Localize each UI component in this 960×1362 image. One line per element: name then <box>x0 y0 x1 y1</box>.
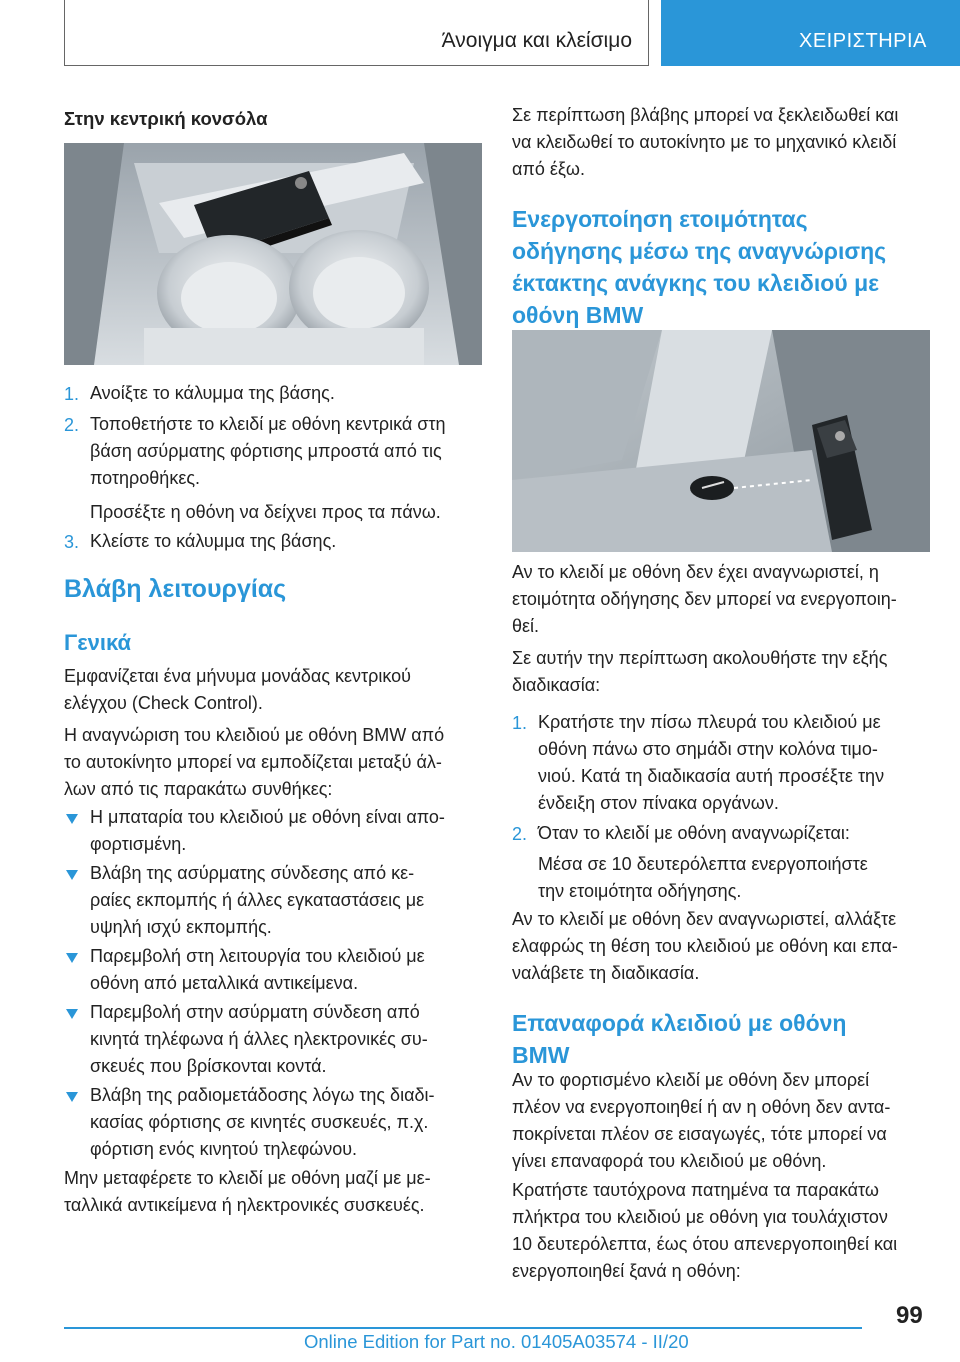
text-line: Αν το κλειδί με οθόνη δεν αναγνωριστεί, αλλάξτε <box>512 909 897 929</box>
caption-center-console: Στην κεντρική κονσόλα <box>64 108 268 129</box>
text-line: γίνει επαναφορά του κλειδιού με οθόνη. <box>512 1151 827 1171</box>
heading-general: Γενικά <box>64 630 132 655</box>
general-paragraph-1 <box>64 663 411 717</box>
step-text <box>90 411 446 492</box>
text-line: κασίας φόρτισης σε κινητές συσκευές, π.χ. <box>90 1112 429 1132</box>
text-line: Κρατήστε την πίσω πλευρά του κλειδιού με <box>538 712 881 732</box>
text-line: Αν το κλειδί με οθόνη δεν έχει αναγνωριστεί, η <box>512 562 879 582</box>
header-chapter-label: ΧΕΙΡΙΣΤΗΡΙΑ <box>799 30 927 52</box>
text-line: ποκρίνεται πλέον σε εισαγωγές, τότε μπορεί να <box>512 1124 887 1144</box>
general-paragraph-2 <box>64 722 444 803</box>
step-number: 3. <box>64 532 80 552</box>
text-line: ένδειξη στον πίνακα οργάνων. <box>538 793 779 813</box>
text-line: Σε περίπτωση βλάβης μπορεί να ξεκλειδωθεί και <box>512 105 899 125</box>
procedure-intro-paragraph <box>512 645 887 699</box>
bullet-item <box>90 804 445 858</box>
bullet-triangle-icon <box>66 1009 78 1019</box>
text-line: Αν το φορτισμένο κλειδί με οθόνη δεν μπορεί <box>512 1070 870 1090</box>
heading-line: BMW <box>512 1042 570 1068</box>
not-recognized-paragraph <box>512 559 897 640</box>
text-line: Βλάβη της ραδιομετάδοσης λόγω της διαδι- <box>90 1085 435 1105</box>
text-line: Όταν το κλειδί με οθόνη αναγνωρίζεται: <box>538 823 850 843</box>
text-line: Η μπαταρία του κλειδιού με οθόνη είναι απο- <box>90 807 445 827</box>
text-line: 10 δευτερόλεπτα, έως ότου απενεργοποιηθεί και <box>512 1234 898 1254</box>
text-line: Σε αυτήν την περίπτωση ακολουθήστε την εξής <box>512 648 888 668</box>
text-line: οθόνη από μεταλλικά αντικείμενα. <box>90 973 359 993</box>
bullet-item <box>90 860 424 941</box>
text-line: Προσέξτε η οθόνη να δείχνει προς τα πάνω. <box>90 502 441 522</box>
text-line: ελαφρώς τη θέση του κλειδιού με οθόνη και επα- <box>512 936 898 956</box>
fallback-paragraph <box>512 102 898 183</box>
step-text <box>90 528 336 555</box>
text-line: Η αναγνώριση του κλειδιού με οθόνη BMW από <box>64 725 445 745</box>
page-number: 99 <box>896 1302 923 1329</box>
text-line: πλέον να ενεργοποιηθεί ή αν η οθόνη δεν αντα- <box>512 1097 891 1117</box>
steering-column-illustration <box>512 330 930 552</box>
text-line: ταλλικά αντικείμενα ή ηλεκτρονικές συσκευές. <box>64 1195 425 1215</box>
text-line: υψηλή ισχύ εκπομπής. <box>90 917 272 937</box>
header-chapter-tab[interactable] <box>661 0 960 66</box>
heading-malfunction: Βλάβη λειτουργίας <box>64 575 287 603</box>
heading-line: οθόνη BMW <box>512 302 644 328</box>
bullet-item <box>90 999 428 1080</box>
text-line: οθόνη πάνω στο σημάδι στην κολόνα τιμο- <box>538 739 878 759</box>
text-line: την ετοιμότητα οδήγησης. <box>538 881 742 901</box>
step-text <box>538 820 850 847</box>
text-line: Μην μεταφέρετε το κλειδί με οθόνη μαζί με με- <box>64 1168 431 1188</box>
text-line: Κλείστε το κάλυμμα της βάσης. <box>90 531 337 551</box>
step-number: 1. <box>512 713 528 733</box>
text-line: ελέγχου (Check Control). <box>64 693 263 713</box>
header-section-box <box>64 0 649 66</box>
step-note <box>538 851 868 905</box>
heading-reset-key <box>512 1007 846 1071</box>
text-line: Κρατήστε ταυτόχρονα πατημένα τα παρακάτω <box>512 1180 879 1200</box>
heading-line: έκτακτης ανάγκης του κλειδιού με <box>512 270 880 296</box>
text-line: Παρεμβολή στη λειτουργία του κλειδιού με <box>90 946 425 966</box>
bullet-item <box>90 943 425 997</box>
reset-paragraph-2 <box>512 1177 897 1285</box>
bullet-triangle-icon <box>66 870 78 880</box>
text-line: διαδικασία: <box>512 675 601 695</box>
bullet-triangle-icon <box>66 814 78 824</box>
retry-paragraph <box>512 906 898 987</box>
text-line: πλήκτρα του κλειδιού με οθόνη για τουλάχιστον <box>512 1207 888 1227</box>
text-line: φόρτιση ενός κινητού τηλεφώνου. <box>90 1139 358 1159</box>
bullet-triangle-icon <box>66 953 78 963</box>
text-line: ενεργοποιηθεί ξανά η οθόνη: <box>512 1261 741 1281</box>
text-line: από έξω. <box>512 159 585 179</box>
text-line: ποτηροθήκες. <box>90 468 201 488</box>
footer-divider <box>64 1327 862 1329</box>
text-line: Τοποθετήστε το κλειδί με οθόνη κεντρικά στη <box>90 414 446 434</box>
step-number: 2. <box>64 415 80 435</box>
center-console-photo <box>64 143 482 365</box>
warning-paragraph <box>64 1165 431 1219</box>
reset-paragraph-1 <box>512 1067 890 1175</box>
header-section-title: Άνοιγμα και κλείσιμο <box>441 29 632 52</box>
text-line: το αυτοκίνητο μπορεί να εμποδίζεται μεταξύ άλ- <box>64 752 442 772</box>
heading-emergency-activation <box>512 203 886 331</box>
text-line: Ανοίξτε το κάλυμμα της βάσης. <box>90 383 335 403</box>
text-line: βάση ασύρματης φόρτισης μπροστά από τις <box>90 441 442 461</box>
text-line: Παρεμβολή στην ασύρματη σύνδεση από <box>90 1002 420 1022</box>
heading-line: Επαναφορά κλειδιού με οθόνη <box>512 1010 847 1036</box>
text-line: Βλάβη της ασύρματης σύνδεσης από κε- <box>90 863 415 883</box>
text-line: ετοιμότητα οδήγησης δεν μπορεί να ενεργοποιη- <box>512 589 897 609</box>
text-line: φορτισμένη. <box>90 834 187 854</box>
text-line: σκευές που βρίσκονται κοντά. <box>90 1056 327 1076</box>
steering-column-photo <box>512 330 930 552</box>
text-line: Μέσα σε 10 δευτερόλεπτα ενεργοποιήστε <box>538 854 868 874</box>
text-line: λων από τις παρακάτω συνθήκες: <box>64 779 333 799</box>
step-number: 2. <box>512 824 528 844</box>
step-number: 1. <box>64 384 80 404</box>
text-line: ραίες εκπομπής ή άλλες εγκαταστάσεις με <box>90 890 425 910</box>
step-note <box>90 499 441 526</box>
text-line: κινητά τηλέφωνα ή άλλες ηλεκτρονικές συ- <box>90 1029 428 1049</box>
text-line: να κλειδωθεί το αυτοκίνητο με το μηχανικό κλειδί <box>512 132 897 152</box>
step-text <box>538 709 884 817</box>
text-line: Εμφανίζεται ένα μήνυμα μονάδας κεντρικού <box>64 666 412 686</box>
footer-edition: Online Edition for Part no. 01405A03574 - II/20 <box>304 1331 689 1352</box>
text-line: ναλάβετε τη διαδικασία. <box>512 963 700 983</box>
heading-line: οδήγησης μέσω της αναγνώρισης <box>512 238 887 264</box>
step-text <box>90 380 335 407</box>
bullet-triangle-icon <box>66 1092 78 1102</box>
bullet-item <box>90 1082 435 1163</box>
text-line: νιού. Κατά τη διαδικασία αυτή προσέξτε την <box>538 766 885 786</box>
text-line: θεί. <box>512 616 540 636</box>
center-console-illustration <box>64 143 482 365</box>
heading-line: Ενεργοποίηση ετοιμότητας <box>512 206 808 232</box>
